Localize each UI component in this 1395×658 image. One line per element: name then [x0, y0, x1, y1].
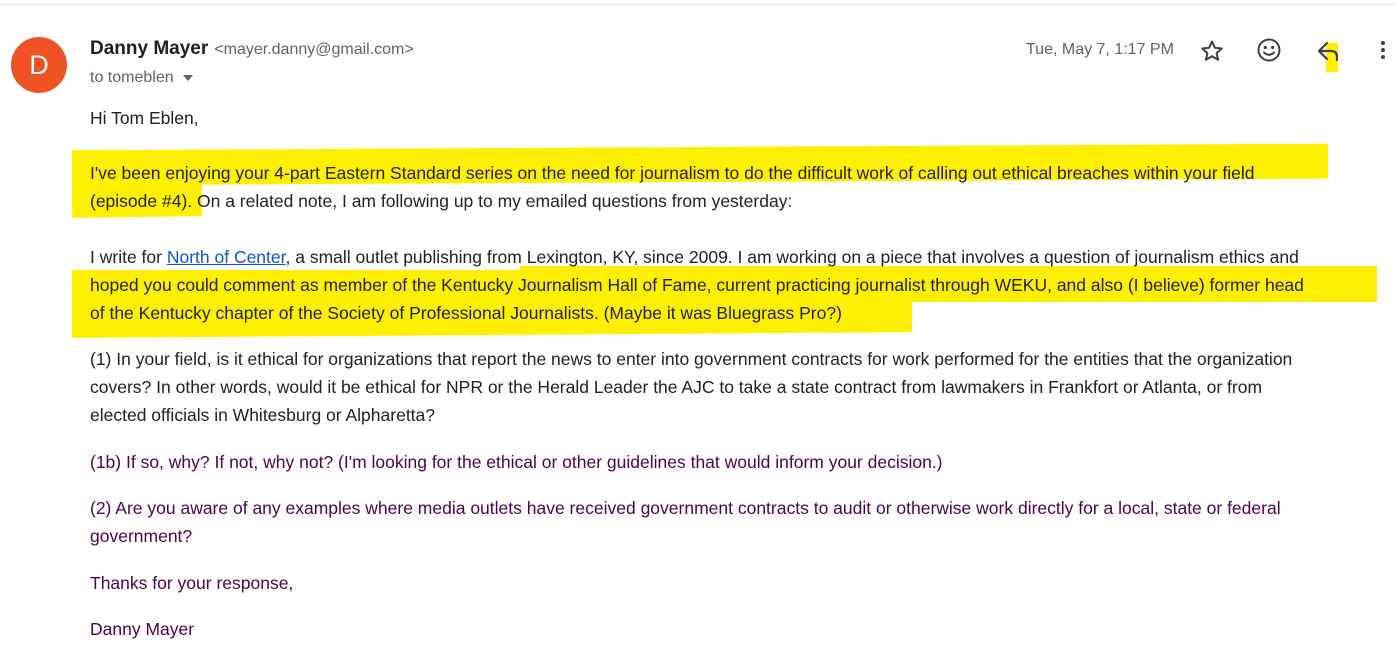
- top-divider: [0, 4, 1395, 5]
- signature: Danny Mayer: [90, 619, 195, 639]
- sender-email: <mayer.danny@gmail.com>: [214, 41, 414, 58]
- question-line: (1) In your field, is it ethical for organizations that report the news to enter into government contracts for work performed for the entities that the organization: [90, 349, 1293, 369]
- star-icon[interactable]: [1199, 38, 1225, 64]
- reply-icon[interactable]: [1314, 38, 1342, 64]
- closing: Thanks for your response,: [90, 573, 294, 593]
- avatar[interactable]: D: [11, 37, 67, 93]
- more-icon[interactable]: [1372, 37, 1394, 63]
- paragraph-line: hoped you could comment as member of the Kentucky Journalism Hall of Fame, current practicing journalist through WEKU, and also (I believe) former head: [90, 275, 1304, 295]
- emoji-icon[interactable]: [1255, 36, 1283, 64]
- paragraph-line: I've been enjoying your 4-part Eastern Standard series on the need for journalism to do the difficult work of calling out ethical breaches within your field: [90, 163, 1255, 183]
- paragraph-line: of the Kentucky chapter of the Society of Professional Journalists. (Maybe it was Bluegrass Pro?): [90, 303, 842, 323]
- question-line: government?: [90, 526, 193, 546]
- recipient-label: to tomeblen: [90, 69, 174, 87]
- message-date: Tue, May 7, 1:17 PM: [1026, 41, 1174, 58]
- question-line: (1b) If so, why? If not, why not? (I'm looking for the ethical or other guidelines that would inform your decision.): [90, 452, 943, 472]
- question-line: (2) Are you aware of any examples where media outlets have received government contracts to audit or otherwise work directly for a local, state or federal: [90, 498, 1281, 518]
- paragraph-line: (episode #4). On a related note, I am following up to my emailed questions from yesterday:: [90, 191, 793, 211]
- greeting: Hi Tom Eblen,: [90, 108, 199, 128]
- text-span: I write for: [90, 247, 167, 267]
- north-of-center-link[interactable]: North of Center: [166, 247, 286, 267]
- question-line: elected officials in Whitesburg or Alpharetta?: [90, 405, 436, 425]
- text-span: , a small outlet publishing from Lexington, KY, since 2009. I am working on a piece that involves a question of journalism ethics and: [285, 247, 1299, 267]
- question-line: covers? In other words, would it be ethical for NPR or the Herald Leader the AJC to take a state contract from lawmakers in Frankfort or Atlanta, or from: [90, 377, 1263, 397]
- paragraph-line: [90, 243, 1299, 271]
- sender-name[interactable]: Danny Mayer: [90, 38, 209, 59]
- recipient-line[interactable]: [90, 69, 194, 87]
- sender-line: [90, 38, 414, 60]
- caret-down-icon[interactable]: [182, 69, 194, 87]
